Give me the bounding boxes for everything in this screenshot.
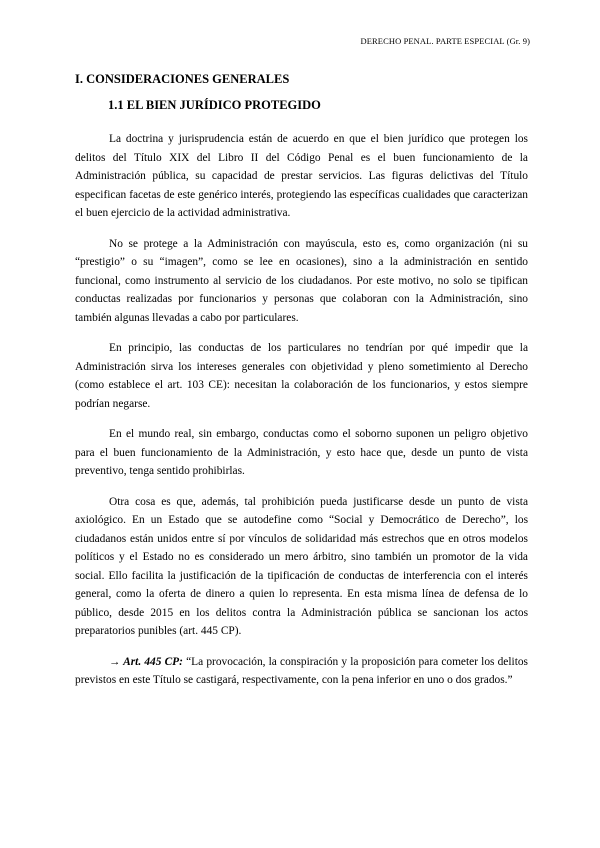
document-body (75, 130, 528, 702)
paragraph-5: Otra cosa es que, además, tal prohibición pueda justificarse desde un punto de vista axiológico. En un Estado que se autodefine como “Social y Democrático de Derecho”, los ciudadanos están unidos entre sí por vínculos de solidaridad más estrechos que en otros modelos políticos y el Estado no es considerado un mero árbitro, sino también un promotor de la vida social. Ello facilita la justificación de la tipificación de conductas de interferencia con el interés general, como la oferta de dinero a quien lo representa. En esta misma línea de defensa de lo público, desde 2015 en los delitos contra la Administración pública se sancionan los actos preparatorios punibles (art. 445 CP). (75, 495, 528, 637)
paragraph-2: No se protege a la Administración con mayúscula, esto es, como organización (ni su “prestigio” o su “imagen”, como se lee en ocasiones), sino a la administración en sentido funcional, como instrumento al servicio de los ciudadanos. Por este motivo, no solo se tipifican conductas realizadas por funcionarios y personas que colaboran con la Administración, sino también algunas llevadas a cabo por particulares. (75, 237, 528, 324)
running-header: DERECHO PENAL. PARTE ESPECIAL (Gr. 9) (360, 36, 530, 46)
article-reference: → Art. 445 CP: (109, 655, 183, 668)
article-quote-text: “La provocación, la conspiración y la proposición para cometer los delitos previstos en este Título se castigará, respectivamente, con la pena inferior en uno o dos grados.” (75, 655, 528, 686)
article-quote (75, 653, 528, 690)
paragraph-3: En principio, las conductas de los particulares no tendrían por qué impedir que la Administración sirva los intereses generales con objetividad y pleno sometimiento al Derecho (como establece el art. 103 CE): necesitan la colaboración de los funcionarios, y estos siempre podrían negarse. (75, 342, 528, 410)
paragraph-4: En el mundo real, sin embargo, conductas como el soborno suponen un peligro objetivo para el buen funcionamiento de la Administración, y esto hace que, desde un punto de vista preventivo, tenga sentido prohibirlas. (75, 428, 528, 477)
paragraph-1: La doctrina y jurisprudencia están de acuerdo en que el bien jurídico que protegen los delitos del Título XIX del Libro II del Código Penal es el buen funcionamiento de la Administración pública, su capacidad de prestar servicios. Las figuras delictivas del Título especifican facetas de este genérico interés, protegiendo las específicas cualidades que caracterizan el buen ejercicio de la actividad administrativa. (75, 133, 528, 219)
subsection-title: 1.1 EL BIEN JURÍDICO PROTEGIDO (108, 98, 321, 112)
section-title: I. CONSIDERACIONES GENERALES (75, 72, 290, 86)
